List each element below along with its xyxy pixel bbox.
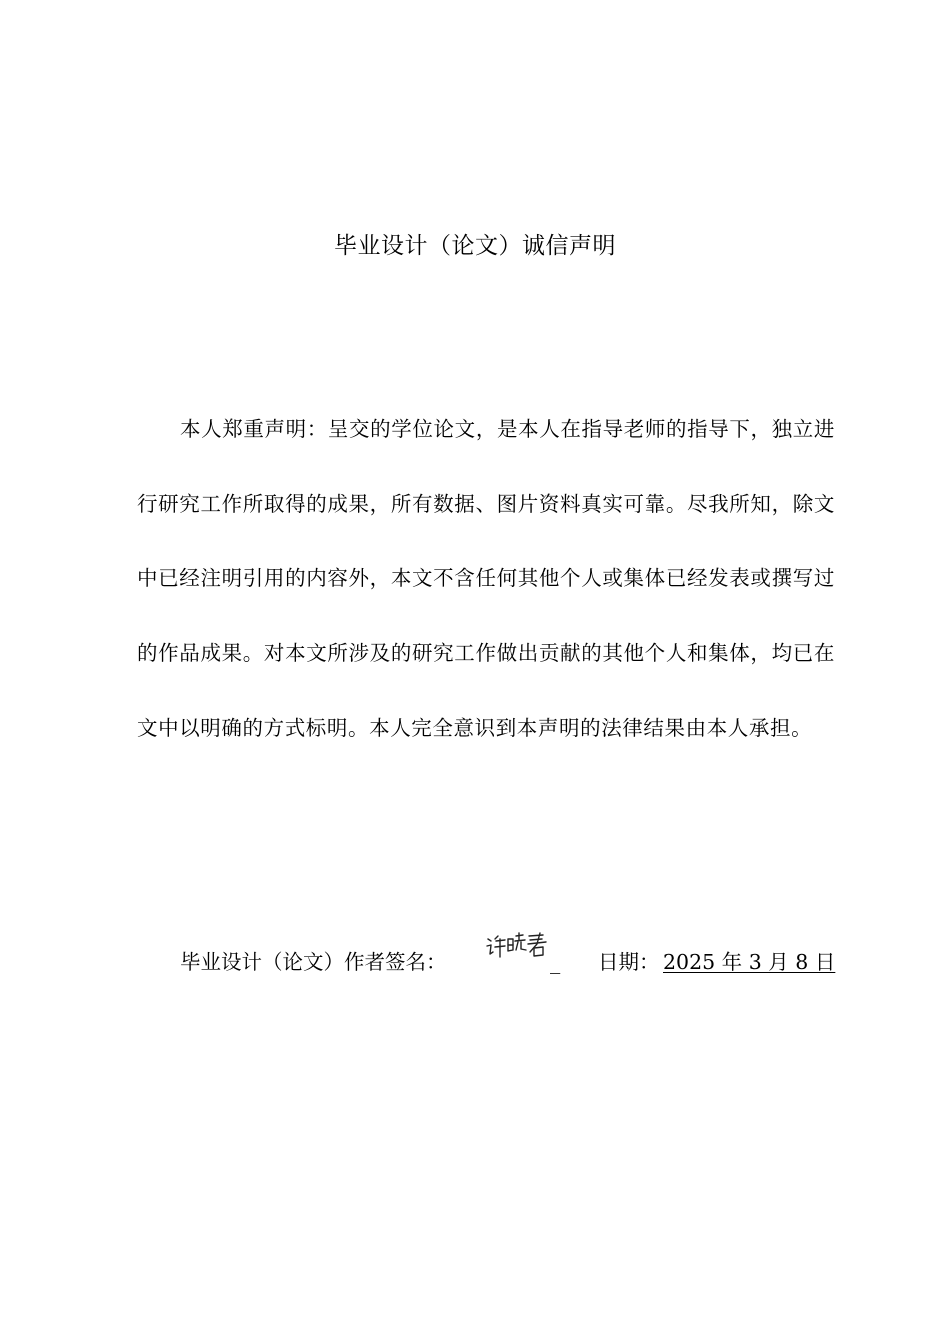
date-label: 日期：: [598, 950, 660, 974]
declaration-body: 本人郑重声明：呈交的学位论文，是本人在指导老师的指导下，独立进行研究工作所取得的成果，所有数据、图片资料真实可靠。尽我所知，除文中已经注明引用的内容外，本文不含任何其他个人或集体已经发表或撰写过的作品成果。对本文所涉及的研究工作做出贡献的其他个人和集体，均已在文中以明确的方式标明。本人完全意识到本声明的法律结果由本人承担。: [137, 417, 835, 740]
signature-label: 毕业设计（论文）作者签名：: [180, 950, 447, 974]
signature-blank: _: [550, 950, 561, 974]
date-value: 2025 年 3 月 8 日: [663, 950, 836, 974]
handwritten-signature: [485, 930, 551, 968]
page-title: 毕业设计（论文）诚信声明: [334, 233, 616, 259]
